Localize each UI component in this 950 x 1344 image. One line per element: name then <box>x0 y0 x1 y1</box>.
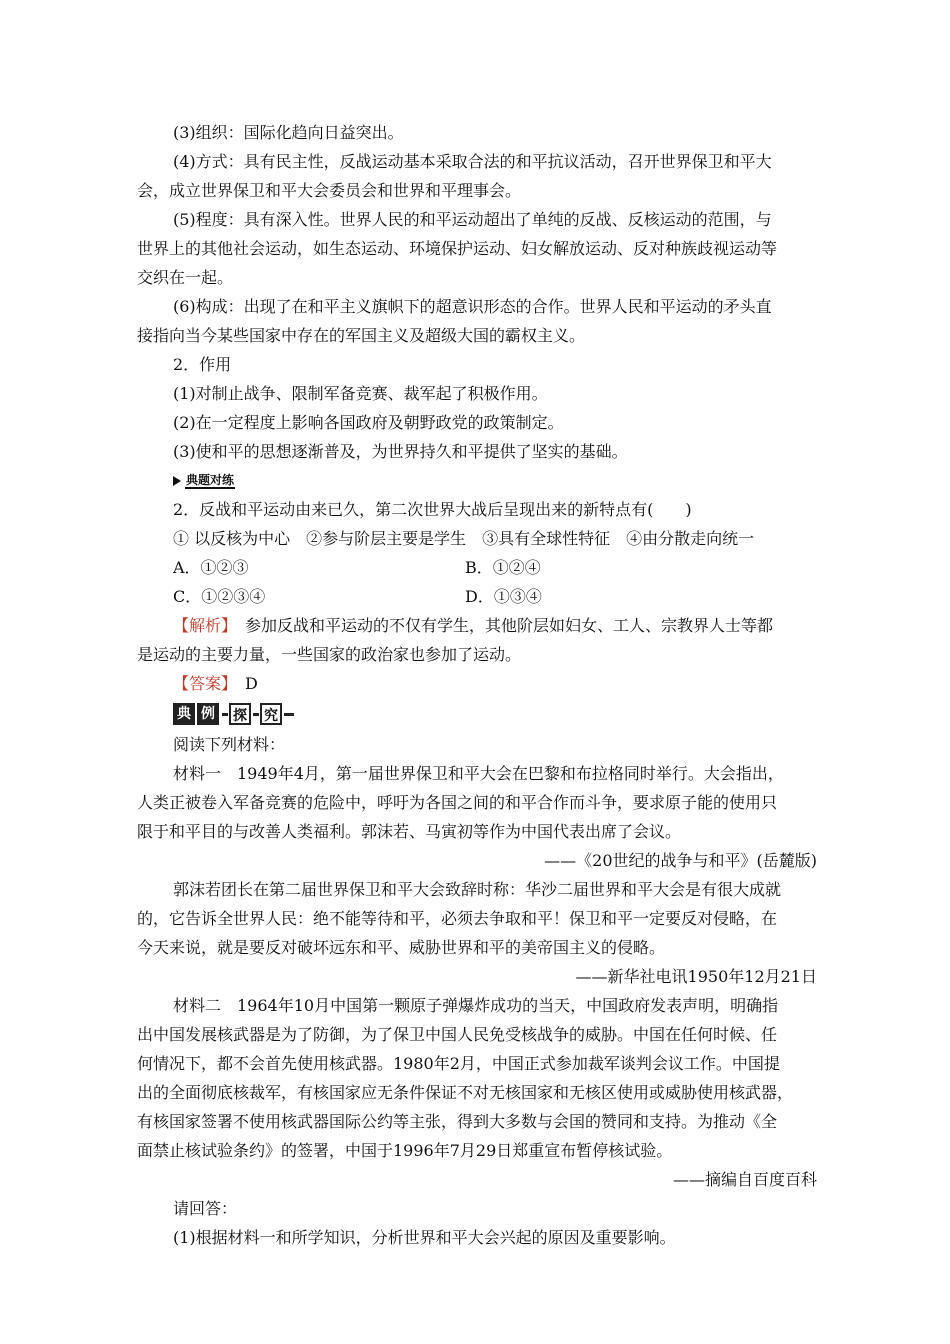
text-line: 出中国发展核武器是为了防御，为了保卫中国人民免受核战争的威胁。中国在任何时候、任 <box>137 1025 778 1044</box>
reading-intro: 阅读下列材料： <box>173 735 286 754</box>
text-line: (3)使和平的思想逐渐普及，为世界持久和平提供了坚实的基础。 <box>173 442 628 461</box>
text-line: 今天来说，就是要反对破坏远东和平、威胁世界和平的美帝国主义的侵略。 <box>137 938 666 957</box>
source-line: ——摘编自百度百科 <box>672 1170 817 1189</box>
text-line: (2)在一定程度上影响各国政府及朝野政党的政策制定。 <box>173 413 564 432</box>
practice-banner <box>173 474 235 488</box>
text-line: (1)对制止战争、限制军备竞赛、裁军起了积极作用。 <box>173 384 548 403</box>
option-b: B．①②④ <box>465 558 541 577</box>
text-line: (5)程度：具有深入性。世界人民的和平运动超出了单纯的反战、反核运动的范围，与 <box>173 210 772 229</box>
text-line: 交织在一起。 <box>137 268 234 287</box>
banner-char: 例 <box>197 703 219 725</box>
text-line: 请回答： <box>173 1199 238 1218</box>
answer-tag: 【答案】 <box>173 674 230 693</box>
analysis-tag: 【解析】 <box>173 616 230 635</box>
text-line: 限于和平目的与改善人类福利。郭沫若、马寅初等作为中国代表出席了会议。 <box>137 822 682 841</box>
text-line: 世界上的其他社会运动，如生态运动、环境保护运动、妇女解放运动、反对种族歧视运动等 <box>137 239 778 258</box>
source-line: ——《20世纪的战争与和平》(岳麓版) <box>544 851 817 870</box>
banner-char: 探 <box>229 703 251 725</box>
text-line: 何情况下，都不会首先使用核武器。1980年2月，中国正式参加裁军谈判会议工作。中国提 <box>137 1054 780 1073</box>
text-line: (6)构成：出现了在和平主义旗帜下的超意识形态的合作。世界人民和平运动的矛头直 <box>173 297 772 316</box>
text-line: (3)组织：国际化趋向日益突出。 <box>173 123 404 142</box>
text-line: 材料二 1964年10月中国第一颗原子弹爆炸成功的当天，中国政府发表声明，明确指 <box>173 996 779 1015</box>
text-line: 郭沫若团长在第二届世界保卫和平大会致辞时称：华沙二届世界和平大会是有很大成就 <box>173 880 782 899</box>
text-line: 接指向当今某些国家中存在的军国主义及超级大国的霸权主义。 <box>137 326 586 345</box>
question-stem: 2．反战和平运动由来已久，第二次世界大战后呈现出来的新特点有( ) <box>173 500 692 519</box>
text-line: 的，它告诉全世界人民：绝不能等待和平，必须去争取和平！保卫和平一定要反对侵略，在 <box>137 909 778 928</box>
banner-divider <box>222 713 228 716</box>
analysis-text: 参加反战和平运动的不仅有学生，其他阶层如妇女、工人、宗教界人士等都 <box>229 616 774 635</box>
text-line: 有核国家签署不使用核武器国际公约等主张，得到大多数与会国的赞同和支持。为推动《全 <box>137 1112 778 1131</box>
banner-divider <box>284 713 294 716</box>
option-c: C．①②③④ <box>173 587 266 606</box>
options-row <box>137 553 817 582</box>
text-line: 面禁止核试验条约》的签署，中国于1996年7月29日郑重宣布暂停核试验。 <box>137 1141 673 1160</box>
options-row <box>137 582 817 611</box>
section-heading: 2．作用 <box>173 355 232 374</box>
practice-banner-label: 典题对练 <box>186 473 235 487</box>
source-line: ——新华社电讯1950年12月21日 <box>575 967 817 986</box>
analysis-line: 是运动的主要力量，一些国家的政治家也参加了运动。 <box>137 645 522 664</box>
banner-char: 究 <box>260 703 282 725</box>
question-line: (1)根据材料一和所学知识，分析世界和平大会兴起的原因及重要影响。 <box>173 1228 676 1247</box>
text-line: 会，成立世界保卫和平大会委员会和世界和平理事会。 <box>137 181 522 200</box>
text-line: 材料一 1949年4月，第一届世界保卫和平大会在巴黎和布拉格同时举行。大会指出， <box>173 764 784 783</box>
answer-value: D <box>229 674 258 693</box>
banner-char: 典 <box>173 703 195 725</box>
example-banner <box>173 702 294 726</box>
text-line: 人类正被卷入军备竞赛的危险中，呼吁为各国之间的和平合作而斗争，要求原子能的使用只 <box>137 793 778 812</box>
play-arrow-icon <box>173 476 181 486</box>
option-a: A．①②③ <box>173 558 249 577</box>
answer-line <box>137 669 817 698</box>
text-line: 出的全面彻底核裁军，有核国家应无条件保证不对无核国家和无核区使用或威胁使用核武器， <box>137 1083 794 1102</box>
text-line: (4)方式：具有民主性，反战运动基本采取合法的和平抗议活动，召开世界保卫和平大 <box>173 152 772 171</box>
option-d: D．①③④ <box>465 587 542 606</box>
page-content <box>137 118 817 1252</box>
question-items: ① 以反核为中心 ②参与阶层主要是学生 ③具有全球性特征 ④由分散走向统一 <box>173 529 755 548</box>
banner-divider <box>253 713 259 716</box>
analysis-line <box>137 611 817 640</box>
